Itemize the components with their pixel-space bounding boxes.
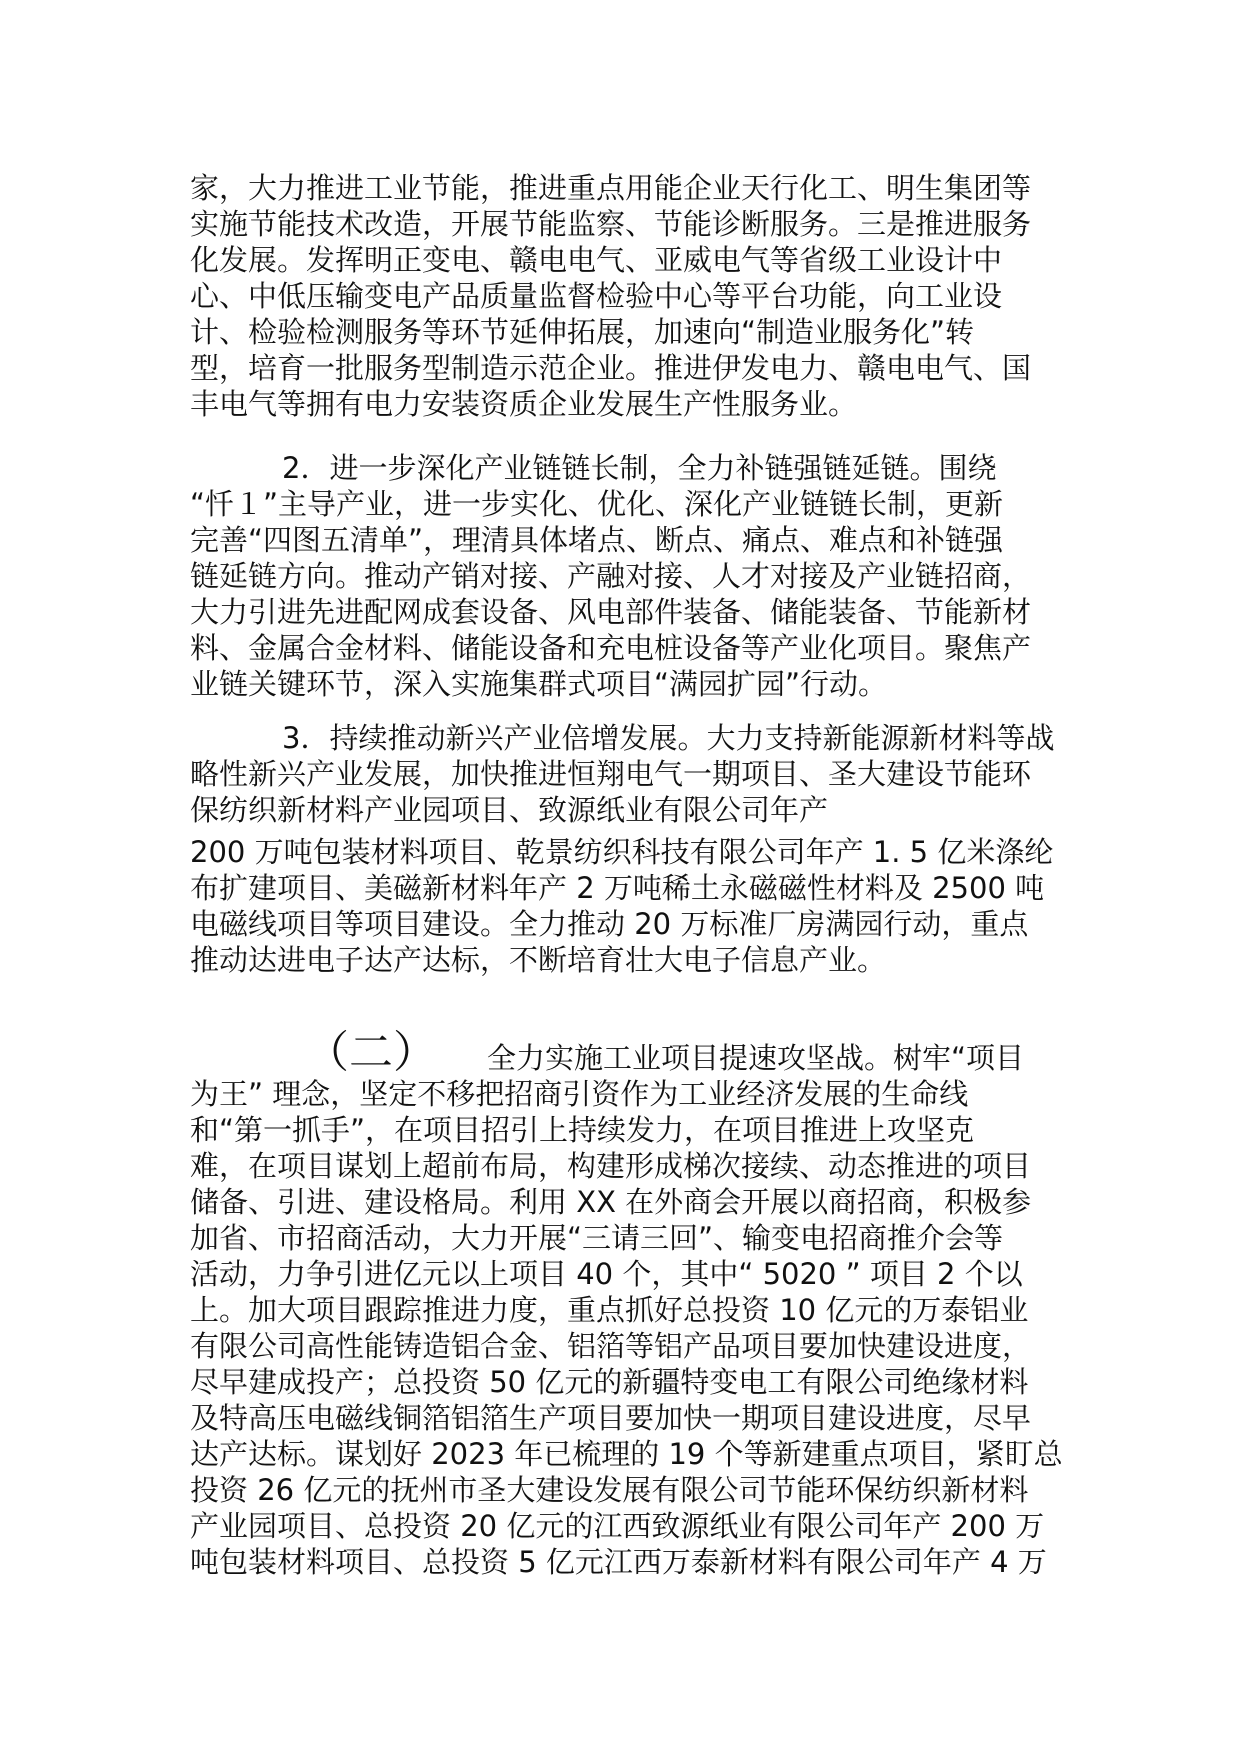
paragraph-line: 完善“四图五清单”，理清具体堵点、断点、痛点、难点和补链强 — [190, 523, 1004, 557]
paragraph-line: 计、检验检测服务等环节延伸拓展，加速向“制造业服务化”转 — [190, 315, 975, 349]
paragraph-line: 心、中低压输变电产品质量监督检验中心等平台功能，向工业设 — [190, 279, 1003, 313]
paragraph-line: 型，培育一批服务型制造示范企业。推进伊发电力、赣电电气、国 — [190, 351, 1032, 385]
paragraph-line: 储备、引进、建设格局。利用 XX 在外商会开展以商招商，积极参 — [190, 1185, 1032, 1219]
paragraph-line: 丰电气等拥有电力安装资质企业发展生产性服务业。 — [190, 387, 858, 421]
paragraph-line: 链延链方向。推动产销对接、产融对接、人才对接及产业链招商， — [190, 559, 1032, 593]
paragraph-line: 尽早建成投产；总投资 50 亿元的新疆特变电工有限公司绝缘材料 — [190, 1365, 1029, 1399]
paragraph-line: 化发展。发挥明正变电、赣电电气、亚威电气等省级工业设计中 — [190, 243, 1003, 277]
paragraph-line: 实施节能技术改造，开展节能监察、节能诊断服务。三是推进服务 — [190, 207, 1032, 241]
paragraph-line: 达产达标。谋划好 2023 年已梳理的 19 个等新建重点项目，紧盯总 — [190, 1437, 1063, 1471]
paragraph-line: 投资 26 亿元的抚州市圣大建设发展有限公司节能环保纺织新材料 — [190, 1473, 1029, 1507]
paragraph-line: 2．进一步深化产业链链长制，全力补链强链延链。围绕 — [282, 451, 997, 485]
paragraph-line: 吨包装材料项目、总投资 5 亿元江西万泰新材料有限公司年产 4 万 — [190, 1545, 1047, 1579]
paragraph-line: 上。加大项目跟踪推进力度，重点抓好总投资 10 亿元的万泰铝业 — [190, 1293, 1029, 1327]
paragraph-line: 布扩建项目、美磁新材料年产 2 万吨稀土永磁磁性材料及 2500 吨 — [190, 871, 1045, 905]
paragraph-line: 大力引进先进配网成套设备、风电部件装备、储能装备、节能新材 — [190, 595, 1032, 629]
paragraph-line: 活动，力争引进亿元以上项目 40 个，其中“ 5020 ” 项目 2 个以 — [190, 1257, 1023, 1291]
paragraph-line: 有限公司高性能铸造铝合金、铝箔等铝产品项目要加快建设进度， — [190, 1329, 1032, 1363]
paragraph-line: 电磁线项目等项目建设。全力推动 20 万标准厂房满园行动，重点 — [190, 907, 1029, 941]
paragraph-line: 和“第一抓手”，在项目招引上持续发力，在项目推进上攻坚克 — [190, 1113, 975, 1147]
paragraph-line: “忏１”主导产业，进一步实化、优化、深化产业链链长制，更新 — [190, 487, 1004, 521]
paragraph-line: 难，在项目谋划上超前布局，构建形成梯次接续、动态推进的项目 — [190, 1149, 1032, 1183]
paragraph-line: 为王” 理念，坚定不移把招商引资作为工业经济发展的生命线 — [190, 1077, 969, 1111]
paragraph-line: 料、金属合金材料、储能设备和充电桩设备等产业化项目。聚焦产 — [190, 631, 1032, 665]
section-heading-text: 全力实施工业项目提速攻坚战。树牢“项目 — [487, 1041, 1025, 1075]
paragraph-line: 产业园项目、总投资 20 亿元的江西致源纸业有限公司年产 200 万 — [190, 1509, 1045, 1543]
paragraph-line: 保纺织新材料产业园项目、致源纸业有限公司年产 — [190, 793, 829, 827]
paragraph-line: 3．持续推动新兴产业倍增发展。大力支持新能源新材料等战 — [282, 721, 1055, 755]
paragraph-line: 200 万吨包装材料项目、乾景纺织科技有限公司年产 1. 5 亿米涤纶 — [190, 835, 1054, 869]
paragraph-line: 业链关键环节，深入实施集群式项目“满园扩园”行动。 — [190, 667, 888, 701]
paragraph-line: 家，大力推进工业节能，推进重点用能企业天行化工、明生集团等 — [190, 171, 1032, 205]
paragraph-line: 及特高压电磁线铜箔铝箔生产项目要加快一期项目建设进度，尽早 — [190, 1401, 1032, 1435]
paragraph-line: 略性新兴产业发展，加快推进恒翔电气一期项目、圣大建设节能环 — [190, 757, 1032, 791]
paragraph-line: 推动达进电子达产达标，不断培育壮大电子信息产业。 — [190, 943, 887, 977]
section-heading: （二） — [305, 1027, 437, 1078]
paragraph-line: 加省、市招商活动，大力开展“三请三回”、输变电招商推介会等 — [190, 1221, 1004, 1255]
